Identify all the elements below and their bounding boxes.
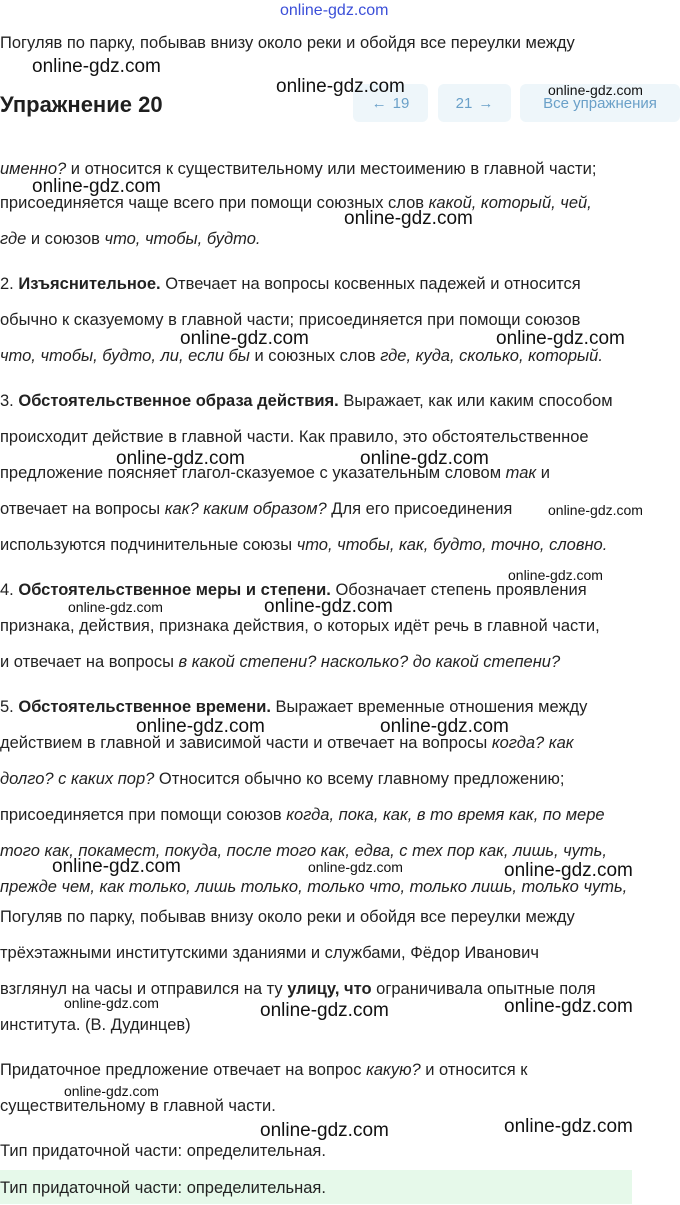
- watermark: online-gdz.com: [508, 567, 603, 583]
- watermark: online-gdz.com: [380, 716, 509, 737]
- watermark: online-gdz.com: [344, 208, 473, 229]
- text-line: Придаточное предложение отвечает на вопрос какую? и относится к: [0, 1061, 528, 1079]
- watermark: online-gdz.com: [52, 856, 181, 877]
- watermark: online-gdz.com: [504, 996, 633, 1017]
- text-line: где и союзов что, чтобы, будто.: [0, 230, 261, 248]
- watermark: online-gdz.com: [180, 328, 309, 349]
- text-line: именно? и относится к существительному или местоимению в главной части;: [0, 160, 597, 178]
- watermark: online-gdz.com: [136, 716, 265, 737]
- answer-text: Тип придаточной части: определительная.: [0, 1179, 326, 1197]
- text-line: и отвечает на вопросы в какой степени? насколько? до какой степени?: [0, 653, 561, 671]
- watermark: online-gdz.com: [260, 1000, 389, 1021]
- text-line: 2. Изъяснительное. Отвечает на вопросы косвенных падежей и относится: [0, 275, 581, 293]
- text-line: присоединяется чаще всего при помощи союзных слов какой, который, чей,: [0, 194, 592, 212]
- watermark: online-gdz.com: [496, 328, 625, 349]
- watermark: online-gdz.com: [548, 82, 643, 98]
- watermark: online-gdz.com: [504, 860, 633, 881]
- text-line: прежде чем, как только, лишь только, только что, только лишь, только чуть,: [0, 878, 628, 896]
- text-line: того как, покамест, покуда, после того как, едва, с тех пор как, лишь, чуть,: [0, 842, 607, 860]
- text-line: происходит действие в главной части. Как правило, это обстоятельственное: [0, 428, 589, 446]
- text-line: 5. Обстоятельственное времени. Выражает временные отношения между: [0, 698, 588, 716]
- text-line: присоединяется при помощи союзов когда, пока, как, в то время как, по мере: [0, 806, 605, 824]
- next-exercise-label: 21: [455, 94, 473, 112]
- text-line: используются подчинительные союзы что, чтобы, как, будто, точно, словно.: [0, 536, 608, 554]
- text-line: института. (В. Дудинцев): [0, 1016, 191, 1034]
- watermark: online-gdz.com: [276, 76, 405, 97]
- watermark: online-gdz.com: [68, 599, 163, 615]
- watermark: online-gdz.com: [64, 995, 159, 1011]
- watermark: online-gdz.com: [116, 448, 245, 469]
- text-line: что, чтобы, будто, ли, если бы и союзных слов где, куда, сколько, который.: [0, 347, 603, 365]
- all-exercises-label: Все упражнения: [543, 94, 657, 112]
- watermark: online-gdz.com: [64, 1083, 159, 1099]
- text-line: трёхэтажными институтскими зданиями и службами, Фёдор Иванович: [0, 944, 539, 962]
- watermark: online-gdz.com: [360, 448, 489, 469]
- next-exercise-button[interactable]: [438, 84, 511, 122]
- watermark: online-gdz.com: [32, 176, 161, 197]
- watermark: online-gdz.com: [264, 596, 393, 617]
- text-line: предложение поясняет глагол-сказуемое с указательным словом так и: [0, 464, 550, 482]
- text-line: Тип придаточной части: определительная.: [0, 1142, 326, 1160]
- watermark: online-gdz.com: [32, 56, 161, 77]
- text-line: признака, действия, признака действия, о которых идёт речь в главной части,: [0, 617, 600, 635]
- text-line: действием в главной и зависимой части и отвечает на вопросы когда? как: [0, 734, 574, 752]
- page-title: Упражнение 20: [0, 92, 163, 117]
- watermark: online-gdz.com: [260, 1120, 389, 1141]
- watermark: online-gdz.com: [308, 859, 403, 875]
- text-line: Погуляв по парку, побывав внизу около реки и обойдя все переулки между: [0, 908, 575, 926]
- text-line: существительному в главной части.: [0, 1097, 276, 1115]
- text-line: взглянул на часы и отправился на ту улицу, что ограничивала опытные поля: [0, 980, 596, 998]
- text-line: отвечает на вопросы как? каким образом? Для его присоединения: [0, 500, 513, 518]
- watermark-top: online-gdz.com: [280, 2, 389, 19]
- arrow-left-icon: ←: [371, 94, 387, 112]
- text-line: 4. Обстоятельственное меры и степени. Обозначает степень проявления: [0, 581, 587, 599]
- text-line: 3. Обстоятельственное образа действия. Выражает, как или каким способом: [0, 392, 613, 410]
- arrow-right-icon: →: [478, 94, 494, 112]
- text-line: долго? с каких пор? Относится обычно ко всему главному предложению;: [0, 770, 565, 788]
- watermark: online-gdz.com: [504, 1116, 633, 1137]
- text-line: Погуляв по парку, побывав внизу около реки и обойдя все переулки между: [0, 34, 575, 52]
- prev-exercise-label: 19: [392, 94, 410, 112]
- text-line: обычно к сказуемому в главной части; присоединяется при помощи союзов: [0, 311, 581, 329]
- watermark: online-gdz.com: [548, 502, 643, 518]
